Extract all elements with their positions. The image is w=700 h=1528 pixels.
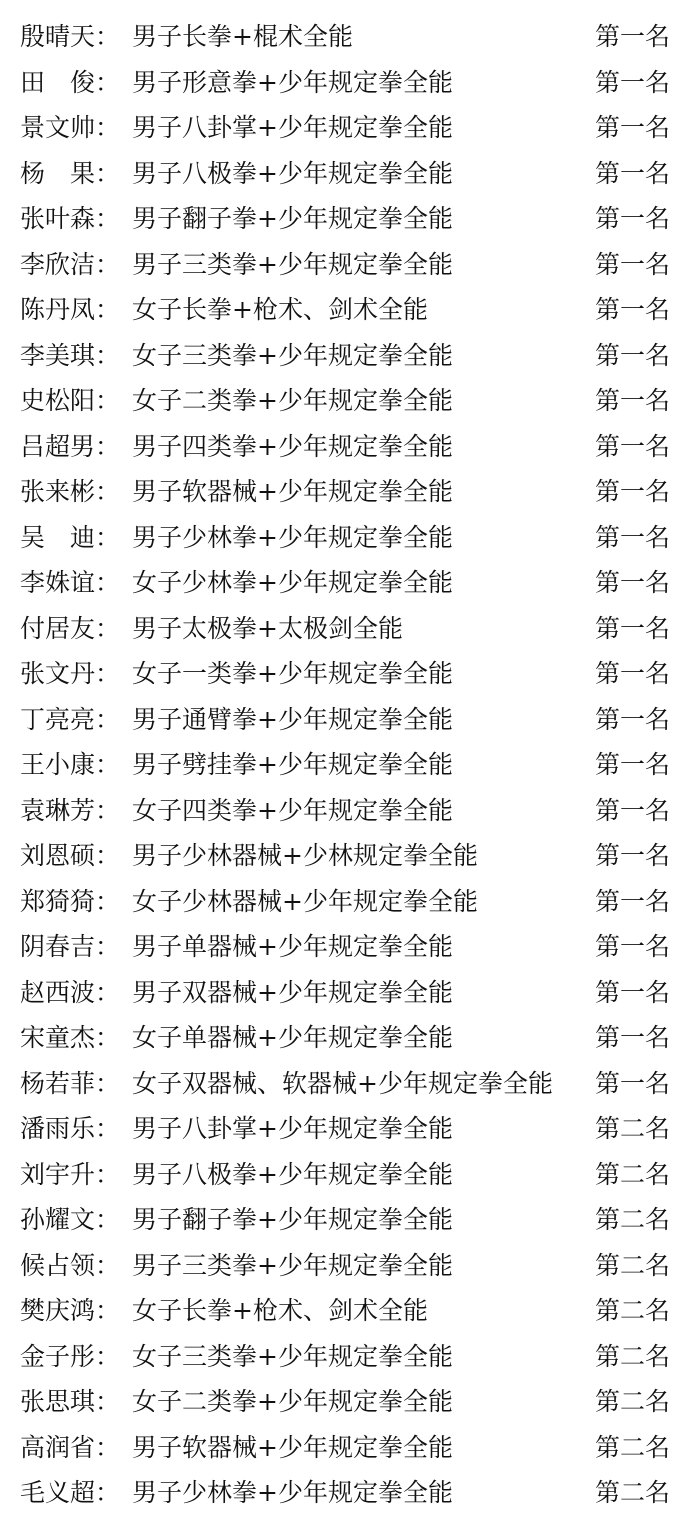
athlete-name: 杨若菲： <box>20 1068 121 1098</box>
rank-label: 第一名 <box>594 932 670 961</box>
event-name: 男子少林器械+少林规定拳全能 <box>132 841 478 870</box>
athlete-name: 陈丹凤： <box>20 295 121 324</box>
rank-label: 第一名 <box>594 568 670 597</box>
athlete-name: 阴春吉： <box>20 932 121 961</box>
event-name: 女子一类拳+少年规定拳全能 <box>132 659 453 688</box>
rank-label: 第二名 <box>594 1478 670 1507</box>
athlete-name: 樊庆鸿： <box>20 1296 121 1325</box>
athlete-name: 田 俊： <box>20 67 121 97</box>
athlete-name: 史松阳： <box>20 386 121 415</box>
event-name: 男子软器械+少年规定拳全能 <box>132 477 453 506</box>
result-row <box>0 970 700 1016</box>
athlete-name: 刘宇升： <box>20 1159 121 1189</box>
athlete-name: 杨 果： <box>20 158 121 188</box>
event-name: 男子八极拳+少年规定拳全能 <box>132 1159 453 1189</box>
result-row <box>0 1288 700 1334</box>
athlete-name: 刘恩硕： <box>20 841 121 870</box>
result-row <box>0 242 700 288</box>
athlete-name: 高润省： <box>20 1432 121 1462</box>
athlete-name: 宋童杰： <box>20 1023 121 1052</box>
rank-label: 第一名 <box>594 704 670 734</box>
result-row <box>0 60 700 106</box>
rank-label: 第一名 <box>594 659 670 688</box>
rank-label: 第二名 <box>594 1296 670 1325</box>
result-row <box>0 1152 700 1198</box>
event-name: 男子劈挂拳+少年规定拳全能 <box>132 750 453 779</box>
event-name: 男子少林拳+少年规定拳全能 <box>132 1478 453 1507</box>
athlete-name: 李姝谊： <box>20 568 121 597</box>
rank-label: 第一名 <box>594 1068 670 1098</box>
athlete-name: 李欣洁： <box>20 249 121 279</box>
rank-label: 第一名 <box>594 977 670 1007</box>
athlete-name: 毛义超： <box>20 1478 121 1507</box>
rank-label: 第一名 <box>594 113 670 142</box>
event-name: 男子少林拳+少年规定拳全能 <box>132 522 453 552</box>
event-name: 男子四类拳+少年规定拳全能 <box>132 431 453 461</box>
athlete-name: 付居友： <box>20 613 121 643</box>
result-row <box>0 287 700 333</box>
rank-label: 第二名 <box>594 1387 670 1416</box>
event-name: 男子八卦掌+少年规定拳全能 <box>132 113 453 142</box>
event-name: 女子少林拳+少年规定拳全能 <box>132 568 453 597</box>
rank-label: 第一名 <box>594 340 670 370</box>
event-name: 女子少林器械+少年规定拳全能 <box>132 886 478 916</box>
athlete-name: 殷晴天： <box>20 22 121 51</box>
athlete-name: 丁亮亮： <box>20 704 121 734</box>
result-row <box>0 651 700 697</box>
result-row <box>0 788 700 834</box>
result-row <box>0 1379 700 1425</box>
result-row <box>0 1243 700 1289</box>
rank-label: 第一名 <box>594 158 670 188</box>
event-name: 女子二类拳+少年规定拳全能 <box>132 386 453 415</box>
rank-label: 第一名 <box>594 67 670 97</box>
event-name: 女子三类拳+少年规定拳全能 <box>132 340 453 370</box>
rank-label: 第一名 <box>594 386 670 415</box>
rank-label: 第一名 <box>594 841 670 870</box>
result-row <box>0 1334 700 1380</box>
result-row <box>0 196 700 242</box>
rank-label: 第二名 <box>594 1114 670 1143</box>
athlete-name: 郑猗猗： <box>20 886 121 916</box>
result-row <box>0 105 700 151</box>
event-name: 男子三类拳+少年规定拳全能 <box>132 249 453 279</box>
result-row <box>0 333 700 379</box>
rank-label: 第二名 <box>594 1205 670 1234</box>
rank-label: 第二名 <box>594 1432 670 1462</box>
athlete-name: 张文丹： <box>20 659 121 688</box>
athlete-name: 潘雨乐： <box>20 1114 121 1143</box>
athlete-name: 吕超男： <box>20 431 121 461</box>
result-row <box>0 879 700 925</box>
rank-label: 第一名 <box>594 295 670 324</box>
result-row <box>0 833 700 879</box>
result-row <box>0 1015 700 1061</box>
rank-label: 第一名 <box>594 431 670 461</box>
event-name: 女子长拳+枪术、剑术全能 <box>132 295 428 324</box>
event-name: 女子长拳+枪术、剑术全能 <box>132 1296 428 1325</box>
event-name: 男子太极拳+太极剑全能 <box>132 613 403 643</box>
result-row <box>0 151 700 197</box>
event-name: 男子双器械+少年规定拳全能 <box>132 977 453 1007</box>
athlete-name: 孙耀文： <box>20 1205 121 1234</box>
result-row <box>0 560 700 606</box>
result-row <box>0 697 700 743</box>
rank-label: 第二名 <box>594 1341 670 1371</box>
rank-label: 第一名 <box>594 795 670 825</box>
result-row <box>0 424 700 470</box>
results-list <box>0 14 700 1516</box>
result-row <box>0 924 700 970</box>
athlete-name: 候占领： <box>20 1250 121 1280</box>
event-name: 男子八极拳+少年规定拳全能 <box>132 158 453 188</box>
result-row <box>0 1106 700 1152</box>
event-name: 男子形意拳+少年规定拳全能 <box>132 67 453 97</box>
result-row <box>0 1061 700 1107</box>
result-row <box>0 742 700 788</box>
rank-label: 第一名 <box>594 522 670 552</box>
event-name: 男子翻子拳+少年规定拳全能 <box>132 1205 453 1234</box>
athlete-name: 赵西波： <box>20 977 121 1007</box>
athlete-name: 金子彤： <box>20 1341 121 1371</box>
event-name: 女子二类拳+少年规定拳全能 <box>132 1387 453 1416</box>
event-name: 男子软器械+少年规定拳全能 <box>132 1432 453 1462</box>
result-row <box>0 606 700 652</box>
athlete-name: 袁琳芳： <box>20 795 121 825</box>
result-row <box>0 469 700 515</box>
athlete-name: 景文帅： <box>20 113 121 142</box>
rank-label: 第一名 <box>594 22 670 51</box>
athlete-name: 李美琪： <box>20 340 121 370</box>
result-row <box>0 378 700 424</box>
result-row <box>0 1470 700 1516</box>
event-name: 女子三类拳+少年规定拳全能 <box>132 1341 453 1371</box>
result-row <box>0 14 700 60</box>
event-name: 男子八卦掌+少年规定拳全能 <box>132 1114 453 1143</box>
event-name: 女子四类拳+少年规定拳全能 <box>132 795 453 825</box>
rank-label: 第一名 <box>594 477 670 506</box>
athlete-name: 张来彬： <box>20 477 121 506</box>
athlete-name: 吴 迪： <box>20 522 121 552</box>
rank-label: 第二名 <box>594 1159 670 1189</box>
event-name: 女子单器械+少年规定拳全能 <box>132 1023 453 1052</box>
event-name: 女子双器械、软器械+少年规定拳全能 <box>132 1068 553 1098</box>
event-name: 男子翻子拳+少年规定拳全能 <box>132 204 453 233</box>
result-row <box>0 515 700 561</box>
rank-label: 第一名 <box>594 249 670 279</box>
athlete-name: 王小康： <box>20 750 121 779</box>
athlete-name: 张叶森： <box>20 204 121 233</box>
rank-label: 第一名 <box>594 750 670 779</box>
rank-label: 第一名 <box>594 886 670 916</box>
event-name: 男子通臂拳+少年规定拳全能 <box>132 704 453 734</box>
rank-label: 第一名 <box>594 1023 670 1052</box>
result-row <box>0 1425 700 1471</box>
event-name: 男子长拳+棍术全能 <box>132 22 353 51</box>
athlete-name: 张思琪： <box>20 1387 121 1416</box>
result-row <box>0 1197 700 1243</box>
rank-label: 第二名 <box>594 1250 670 1280</box>
rank-label: 第一名 <box>594 613 670 643</box>
event-name: 男子三类拳+少年规定拳全能 <box>132 1250 453 1280</box>
rank-label: 第一名 <box>594 204 670 233</box>
event-name: 男子单器械+少年规定拳全能 <box>132 932 453 961</box>
